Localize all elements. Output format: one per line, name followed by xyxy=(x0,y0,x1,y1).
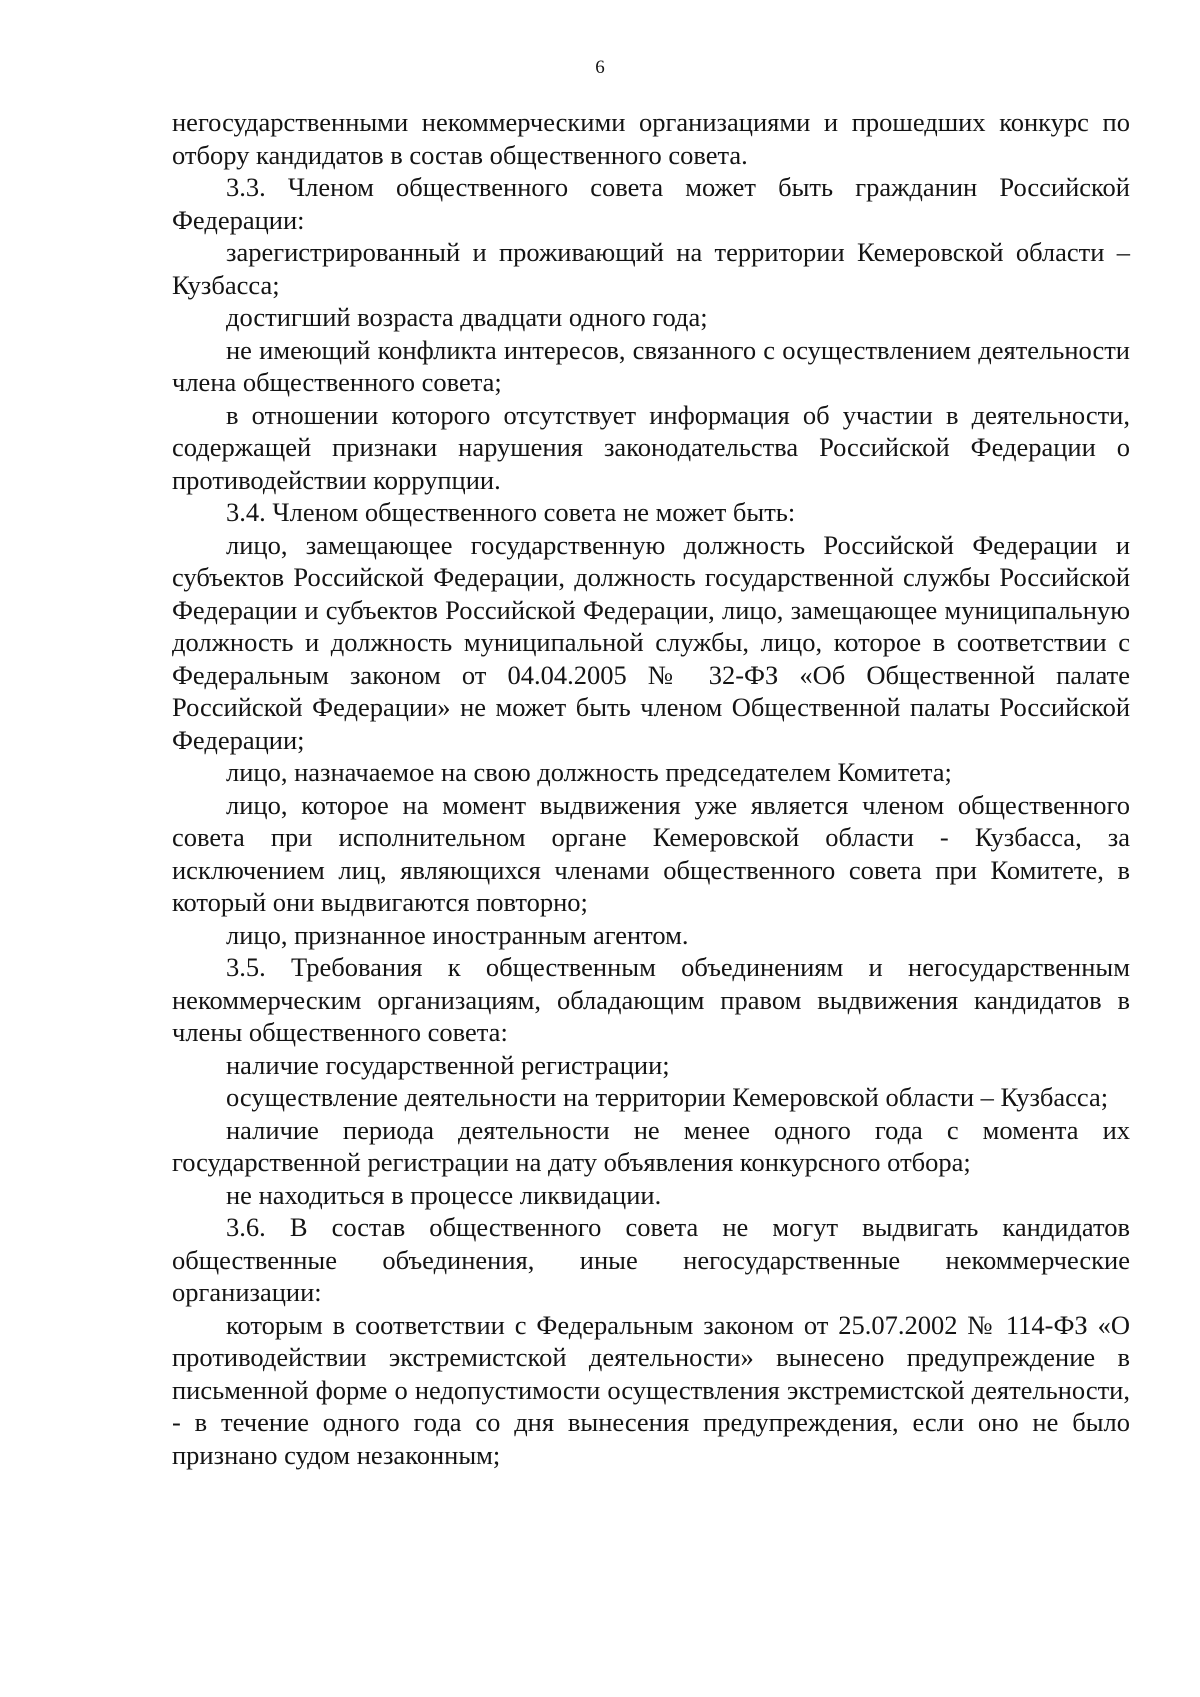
paragraph-9: лицо, назначаемое на свою должность председателем Комитета; xyxy=(226,757,952,787)
paragraph-10: лицо, которое на момент выдвижения уже является членом общественного совета при исполнительном органе Кемеровской области - Кузбасса, за исключением лиц, являющихся членами общественного совета при Комитете, в который они выдвигаются повторно; xyxy=(172,789,1130,917)
paragraph-18: которым в соответствии с Федеральным законом от 25.07.2002 № 114-ФЗ «О противодействии экстремистской деятельности» вынесено предупреждение в письменной форме о недопустимости осуществления экстремистской деятельности, - в течение одного года со дня вынесения предупреждения, если оно не было признано судом незаконным; xyxy=(172,1309,1130,1470)
paragraph-1: негосударственными некоммерческими организациями и прошедших конкурс по отбору кандидатов в состав общественного совета. xyxy=(172,107,1130,170)
paragraph-17: 3.6. В состав общественного совета не могут выдвигать кандидатов общественные объединения, иные негосударственные некоммерческие организации: xyxy=(172,1212,1130,1307)
paragraph-15: наличие периода деятельности не менее одного года с момента их государственной регистрации на дату объявления конкурсного отбора; xyxy=(172,1114,1130,1177)
paragraph-14: осуществление деятельности на территории Кемеровской области – Кузбасса; xyxy=(226,1082,1109,1112)
paragraph-4: достигший возраста двадцати одного года; xyxy=(226,302,708,332)
paragraph-5: не имеющий конфликта интересов, связанного с осуществлением деятельности члена общественного совета; xyxy=(172,334,1130,397)
page-number: 6 xyxy=(595,57,605,78)
paragraph-12: 3.5. Требования к общественным объединениям и негосударственным некоммерческим организациям, обладающим правом выдвижения кандидатов в члены общественного совета: xyxy=(172,952,1130,1047)
paragraph-13: наличие государственной регистрации; xyxy=(226,1049,670,1080)
paragraph-16: не находиться в процессе ликвидации. xyxy=(226,1179,662,1210)
document-body xyxy=(172,106,1130,1471)
paragraph-11: лицо, признанное иностранным агентом. xyxy=(226,919,689,950)
paragraph-6: в отношении которого отсутствует информация об участии в деятельности, содержащей признаки нарушения законодательства Российской Федерации о противодействии коррупции. xyxy=(172,399,1130,495)
paragraph-7: 3.4. Членом общественного совета не может быть: xyxy=(226,497,796,527)
paragraph-8: лицо, замещающее государственную должность Российской Федерации и субъектов Российской Федерации, должность государственной службы Российской Федерации и субъектов Российской Федерации, лицо, замещающее муниципальную должность и должность муниципальной службы, лицо, которое в соответствии с Федеральным законом от 04.04.2005 № 32-ФЗ «Об Общественной палате Российской Федерации» не может быть членом Общественной палаты Российской Федерации; xyxy=(172,529,1130,755)
paragraph-2: 3.3. Членом общественного совета может быть гражданин Российской Федерации: xyxy=(172,172,1130,235)
paragraph-3: зарегистрированный и проживающий на территории Кемеровской области – Кузбасса; xyxy=(172,237,1130,300)
